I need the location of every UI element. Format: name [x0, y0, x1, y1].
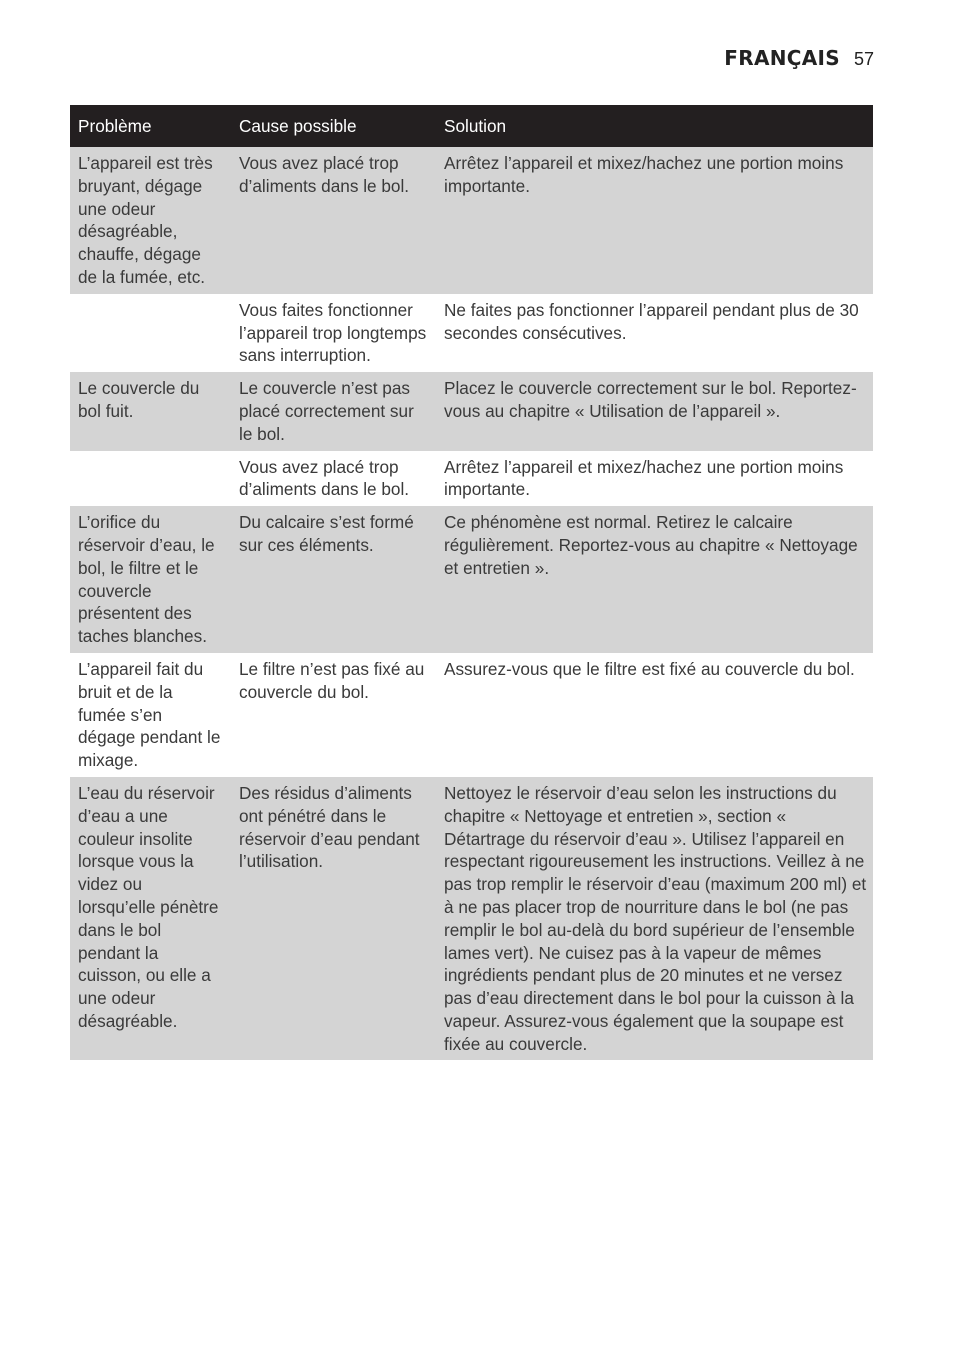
- table-row: [70, 451, 873, 507]
- problem-cell: L’eau du réservoir d’eau a une couleur insolite lorsque vous la videz ou lorsqu’elle pénètre dans le bol pendant la cuisson, ou elle a une odeur désagréable.: [70, 777, 231, 1061]
- table-row: [70, 372, 873, 450]
- column-header-cause: Cause possible: [231, 105, 436, 147]
- problem-cell: L’appareil fait du bruit et de la fumée s’en dégage pendant le mixage.: [70, 653, 231, 777]
- problem-cell: L’appareil est très bruyant, dégage une odeur désagréable, chauffe, dégage de la fumée, etc.: [70, 147, 231, 294]
- page-header: [724, 46, 874, 70]
- cause-cell: Des résidus d’aliments ont pénétré dans le réservoir d’eau pendant l’utilisation.: [231, 777, 436, 1061]
- solution-cell: Assurez-vous que le filtre est fixé au couvercle du bol.: [436, 653, 873, 777]
- language-label: FRANÇAIS: [724, 46, 840, 70]
- solution-cell: Ne faites pas fonctionner l’appareil pendant plus de 30 secondes consécutives.: [436, 294, 873, 372]
- cause-cell: Du calcaire s’est formé sur ces éléments.: [231, 506, 436, 653]
- problem-cell: [70, 294, 231, 372]
- solution-cell: Arrêtez l’appareil et mixez/hachez une portion moins importante.: [436, 451, 873, 507]
- column-header-solution: Solution: [436, 105, 873, 147]
- solution-cell: Ce phénomène est normal. Retirez le calcaire régulièrement. Reportez-vous au chapitre « Nettoyage et entretien ».: [436, 506, 873, 653]
- table-row: [70, 147, 873, 294]
- solution-cell: Placez le couvercle correctement sur le bol. Reportez-vous au chapitre « Utilisation de l’appareil ».: [436, 372, 873, 450]
- solution-cell: Arrêtez l’appareil et mixez/hachez une portion moins importante.: [436, 147, 873, 294]
- cause-cell: Vous avez placé trop d’aliments dans le bol.: [231, 147, 436, 294]
- cause-cell: Vous faites fonctionner l’appareil trop longtemps sans interruption.: [231, 294, 436, 372]
- cause-cell: Vous avez placé trop d’aliments dans le bol.: [231, 451, 436, 507]
- problem-cell: Le couvercle du bol fuit.: [70, 372, 231, 450]
- problem-cell: [70, 451, 231, 507]
- table-row: [70, 653, 873, 777]
- table-row: [70, 777, 873, 1061]
- cause-cell: Le filtre n’est pas fixé au couvercle du bol.: [231, 653, 436, 777]
- table-row: [70, 506, 873, 653]
- table-header-row: [70, 105, 873, 147]
- troubleshooting-table: [70, 105, 873, 1060]
- problem-cell: L’orifice du réservoir d’eau, le bol, le filtre et le couvercle présentent des taches blanches.: [70, 506, 231, 653]
- column-header-problem: Problème: [70, 105, 231, 147]
- table-row: [70, 294, 873, 372]
- cause-cell: Le couvercle n’est pas placé correctement sur le bol.: [231, 372, 436, 450]
- page-number: 57: [853, 49, 874, 69]
- solution-cell: Nettoyez le réservoir d’eau selon les instructions du chapitre « Nettoyage et entretien », section « Détartrage du réservoir d’eau ». Utilisez l’appareil en respectant rigoureusement les instructions. Veillez à ne pas trop remplir le réservoir d’eau (maximum 200 ml) et à ne pas placer trop de nourriture dans le bol (ne pas remplir le bol au-delà du bord supérieur de l’ensemble lames vert). Ne cuisez pas à la vapeur de mêmes ingrédients pendant plus de 20 minutes et ne versez pas d’eau directement dans le bol pour la cuisson à la vapeur. Assurez-vous également que la soupape est fixée au couvercle.: [436, 777, 873, 1061]
